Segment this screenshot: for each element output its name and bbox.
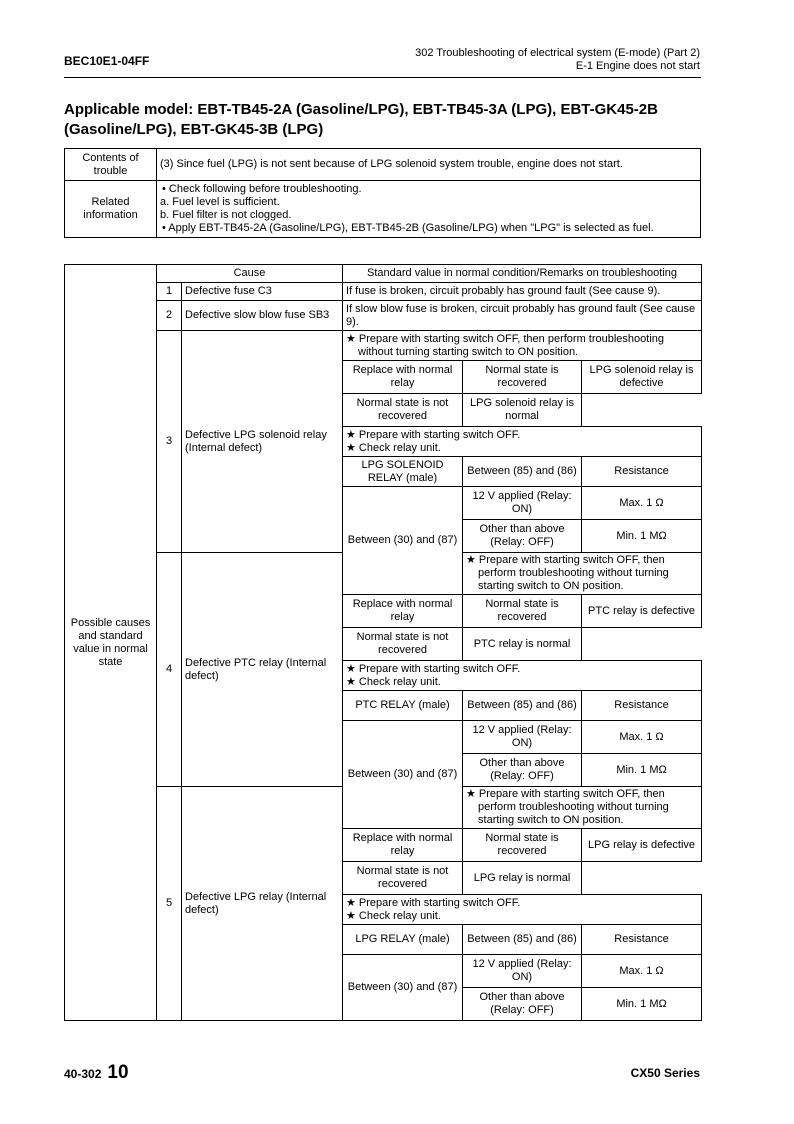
contents-row — [65, 149, 701, 181]
header-divider — [64, 77, 701, 78]
related-row — [65, 181, 701, 238]
causes-header-row — [65, 265, 702, 283]
result-defective: LPG solenoid relay is defective — [582, 361, 702, 394]
result-normal: LPG solenoid relay is normal — [463, 394, 582, 427]
cause-number: 5 — [157, 787, 182, 1021]
related-item: b. Fuel filter is not clogged. — [160, 209, 292, 221]
resistance-label: Resistance — [582, 691, 702, 721]
prep-note: ★ Prepare with starting switch OFF. ★ Check relay unit. — [343, 895, 702, 925]
cause-row-1 — [65, 283, 702, 301]
cause-name: Defective fuse C3 — [182, 283, 343, 301]
related-item: • Apply EBT-TB45-2A (Gasoline/LPG), EBT-TB45-2B (Gasoline/LPG) when "LPG" is selected as fuel. — [162, 222, 654, 234]
cause-name: Defective PTC relay (Internal defect) — [182, 553, 343, 787]
cause-row-2 — [65, 301, 702, 331]
page-title: Applicable model: EBT-TB45-2A (Gasoline/LPG), EBT-TB45-3A (LPG), EBT-GK45-2B (Gasoline/LPG), EBT-GK45-3B (LPG) — [64, 101, 658, 138]
contents-label: Contents of trouble — [65, 149, 157, 181]
prep-note: ★ Prepare with starting switch OFF, then perform troubleshooting without turning starting switch to ON position. — [463, 787, 702, 829]
trouble-info-table — [64, 148, 701, 238]
relay-unit: PTC RELAY (male) — [343, 691, 463, 721]
relay-unit: LPG SOLENOID RELAY (male) — [343, 457, 463, 487]
resistance-label: Resistance — [582, 925, 702, 955]
condition-other: Other than above (Relay: OFF) — [463, 754, 582, 787]
causes-table — [64, 264, 702, 1021]
state-not-recovered: Normal state is not recovered — [343, 862, 463, 895]
cause-number: 2 — [157, 301, 182, 331]
series-name: CX50 Series — [630, 1066, 700, 1080]
value-min: Min. 1 MΩ — [582, 754, 702, 787]
condition-other: Other than above (Relay: OFF) — [463, 520, 582, 553]
cause-number: 1 — [157, 283, 182, 301]
cause-name: Defective LPG relay (Internal defect) — [182, 787, 343, 1021]
terminals-85-86: Between (85) and (86) — [463, 457, 582, 487]
contents-text: (3) Since fuel (LPG) is not sent because of LPG solenoid system trouble, engine does not start. — [157, 149, 701, 181]
value-min: Min. 1 MΩ — [582, 988, 702, 1021]
section-line-2: E-1 Engine does not start — [575, 60, 700, 72]
cause-name: Defective slow blow fuse SB3 — [182, 301, 343, 331]
resistance-label: Resistance — [582, 457, 702, 487]
state-not-recovered: Normal state is not recovered — [343, 628, 463, 661]
condition-applied: 12 V applied (Relay: ON) — [463, 721, 582, 754]
relay-unit: LPG RELAY (male) — [343, 925, 463, 955]
document-code: BEC10E1-04FF — [64, 54, 150, 68]
value-max: Max. 1 Ω — [582, 721, 702, 754]
page-footer-number — [64, 1062, 129, 1084]
related-label: Related information — [65, 181, 157, 238]
prep-note: ★ Prepare with starting switch OFF, then perform troubleshooting without turning starting switch to ON position. — [463, 553, 702, 595]
cause-name: Defective LPG solenoid relay (Internal defect) — [182, 331, 343, 553]
result-defective: LPG relay is defective — [582, 829, 702, 862]
terminals-30-87: Between (30) and (87) — [343, 955, 463, 1021]
cause-row-3 — [65, 331, 702, 361]
state-recovered: Normal state is recovered — [463, 829, 582, 862]
section-line-1: 302 Troubleshooting of electrical system (E-mode) (Part 2) — [415, 47, 700, 59]
replace-relay: Replace with normal relay — [343, 361, 463, 394]
condition-applied: 12 V applied (Relay: ON) — [463, 487, 582, 520]
prep-note: ★ Prepare with starting switch OFF. ★ Check relay unit. — [343, 427, 702, 457]
state-recovered: Normal state is recovered — [463, 595, 582, 628]
cause-number: 4 — [157, 553, 182, 787]
terminals-85-86: Between (85) and (86) — [463, 925, 582, 955]
related-text — [157, 181, 701, 238]
value-min: Min. 1 MΩ — [582, 520, 702, 553]
cause-number: 3 — [157, 331, 182, 553]
cause-remark: If fuse is broken, circuit probably has ground fault (See cause 9). — [343, 283, 702, 301]
page-number: 10 — [107, 1062, 129, 1083]
replace-relay: Replace with normal relay — [343, 829, 463, 862]
column-header-standard: Standard value in normal condition/Remarks on troubleshooting — [343, 265, 702, 283]
value-max: Max. 1 Ω — [582, 487, 702, 520]
state-recovered: Normal state is recovered — [463, 361, 582, 394]
terminals-85-86: Between (85) and (86) — [463, 691, 582, 721]
condition-applied: 12 V applied (Relay: ON) — [463, 955, 582, 988]
page-prefix: 40-302 — [64, 1067, 102, 1081]
prep-note: ★ Prepare with starting switch OFF, then perform troubleshooting without turning starting switch to ON position. — [343, 331, 702, 361]
section-heading — [415, 47, 700, 73]
cause-remark: If slow blow fuse is broken, circuit probably has ground fault (See cause 9). — [343, 301, 702, 331]
prep-note: ★ Prepare with starting switch OFF. ★ Check relay unit. — [343, 661, 702, 691]
terminals-30-87: Between (30) and (87) — [343, 721, 463, 829]
result-normal: LPG relay is normal — [463, 862, 582, 895]
related-item: a. Fuel level is sufficient. — [160, 196, 280, 208]
side-label: Possible causes and standard value in normal state — [65, 265, 157, 1021]
terminals-30-87: Between (30) and (87) — [343, 487, 463, 595]
state-not-recovered: Normal state is not recovered — [343, 394, 463, 427]
value-max: Max. 1 Ω — [582, 955, 702, 988]
related-item: • Check following before troubleshooting. — [162, 183, 362, 195]
result-defective: PTC relay is defective — [582, 595, 702, 628]
column-header-cause: Cause — [157, 265, 343, 283]
condition-other: Other than above (Relay: OFF) — [463, 988, 582, 1021]
replace-relay: Replace with normal relay — [343, 595, 463, 628]
result-normal: PTC relay is normal — [463, 628, 582, 661]
